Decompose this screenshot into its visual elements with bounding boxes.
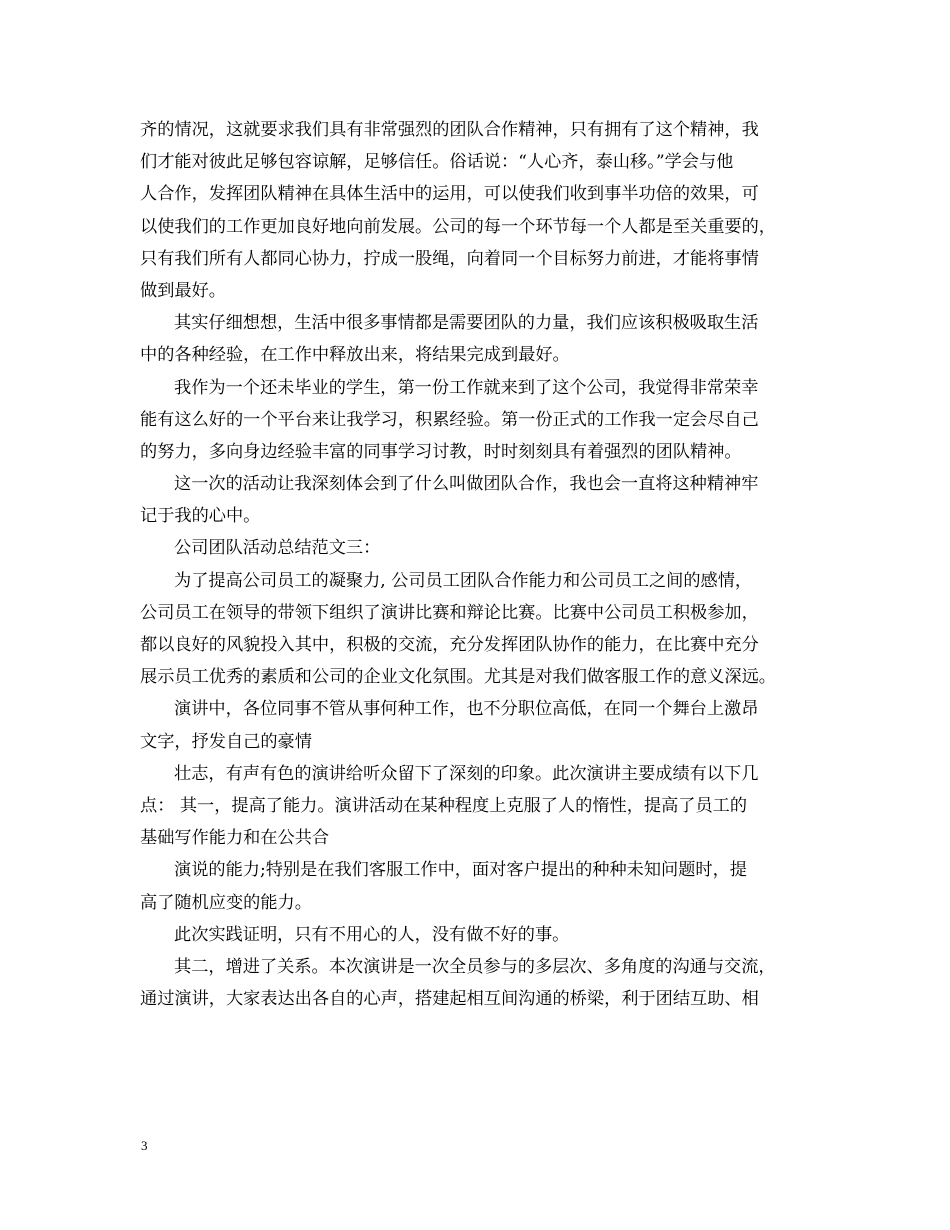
text-line: 能有这么好的一个平台来让我学习，积累经验。第一份正式的工作我一定会尽自己 [140, 409, 759, 430]
text-line: 人合作，发挥团队精神在具体生活中的运用，可以使我们收到事半功倍的效果，可 [140, 184, 759, 205]
text-line: 演说的能力;特别是在我们客服工作中，面对客户提出的种种未知问题时，提 [174, 860, 747, 881]
page-number: 3 [141, 1138, 148, 1153]
text-line: 公司员工在领导的带领下组织了演讲比赛和辩论比赛。比赛中公司员工积极参加， [140, 602, 759, 623]
text-line: 都以良好的风貌投入其中，积极的交流，充分发挥团队协作的能力，在比赛中充分 [140, 635, 759, 655]
text-line: 齐的情况，这就要求我们具有非常强烈的团队合作精神，只有拥有了这个精神，我 [140, 120, 759, 140]
body-text [140, 114, 820, 1015]
text-line: 点： 其一，提高了能力。演讲活动在某种程度上克服了人的惰性，提高了员工的 [140, 795, 748, 816]
text-line: 高了随机应变的能力。 [140, 892, 312, 913]
text-line: 基础写作能力和在公共合 [140, 828, 330, 849]
text-line: 展示员工优秀的素质和公司的企业文化氛围。尤其是对我们做客服工作的意义深远。 [140, 667, 776, 688]
text-line: 其二，增进了关系。本次演讲是一次全员参与的多层次、多角度的沟通与交流， [174, 956, 776, 977]
text-line: 这一次的活动让我深刻体会到了什么叫做团队合作，我也会一直将这种精神牢 [174, 474, 759, 495]
text-line: 我作为一个还未毕业的学生，第一份工作就来到了这个公司，我觉得非常荣幸 [174, 377, 759, 398]
text-line: 演讲中，各位同事不管从事何种工作，也不分职位高低，在同一个舞台上激昂 [174, 699, 759, 720]
text-line: 为了提高公司员工的凝聚力, 公司员工团队合作能力和公司员工之间的感情， [174, 570, 753, 591]
text-line: 其实仔细想想，生活中很多事情都是需要团队的力量，我们应该积极吸取生活 [174, 313, 759, 334]
text-line: 以使我们的工作更加良好地向前发展。公司的每一个环节每一个人都是至关重要的， [140, 216, 776, 237]
text-line: 记于我的心中。 [140, 506, 261, 527]
text-line: 的努力，多向身边经验丰富的同事学习讨教，时时刻刻具有着强烈的团队精神。 [140, 441, 742, 462]
text-line: 通过演讲，大家表达出各自的心声，搭建起相互间沟通的桥梁，利于团结互助、相 [140, 989, 759, 1010]
text-line: 文字，抒发自己的豪情 [140, 731, 312, 752]
text-line: 做到最好。 [140, 280, 226, 301]
text-line: 中的各种经验，在工作中释放出来，将结果完成到最好。 [140, 345, 570, 366]
text-line: 壮志，有声有色的演讲给听众留下了深刻的印象。此次演讲主要成绩有以下几 [174, 763, 759, 784]
text-line: 们才能对彼此足够包容谅解，足够信任。俗话说：“人心齐，泰山移。”学会与他 [140, 152, 734, 173]
text-line: 公司团队活动总结范文三： [174, 538, 381, 559]
text-line: 此次实践证明，只有不用心的人，没有做不好的事。 [174, 924, 570, 945]
text-line: 只有我们所有人都同心协力，拧成一股绳，向着同一个目标努力前进，才能将事情 [140, 248, 759, 269]
